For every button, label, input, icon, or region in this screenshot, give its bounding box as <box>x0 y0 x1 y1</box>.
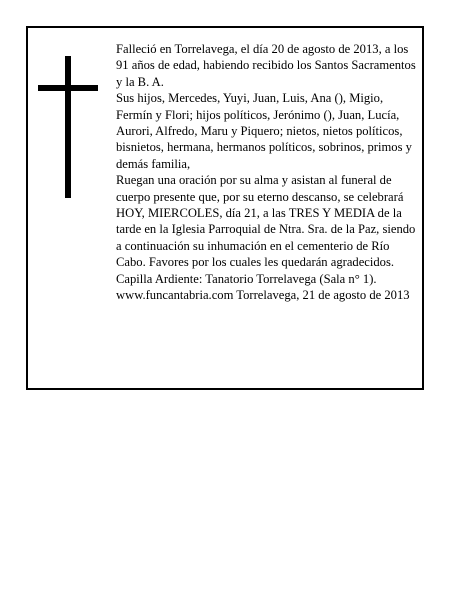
death-announcement: Falleció en Torrelavega, el día 20 de agosto de 2013, a los 91 años de edad, habiendo recibido los Santos Sacramentos y la B. A. <box>116 42 416 89</box>
funeral-details: Ruegan una oración por su alma y asistan al funeral de cuerpo presente que, por su eterno descanso, se celebrará HOY, MIERCOLES, día 21, a las TRES Y MEDIA de la tarde en la Iglesia Parroquial de Ntra. Sra. de la Paz, siendo a continuación su inhumación en el cementerio de Río Cabo. Favores por los cuales les quedarán agradecidos. Capilla Ardiente: Tanatorio Torrelavega (Sala n° 1). <box>116 173 416 286</box>
family-list: Sus hijos, Mercedes, Yuyi, Juan, Luis, Ana (), Migio, Fermín y Flori; hijos políticos, Jerónimo (), Juan, Lucía, Aurori, Alfredo, Maru y Piquero; nietos, nietos políticos, bisnietos, hermana, hermanos políticos, sobrinos, primos y demás familia, <box>116 91 412 171</box>
obituary-text <box>116 41 422 304</box>
latin-cross-icon <box>38 56 98 198</box>
cross-vertical-bar <box>65 56 71 198</box>
source-and-date: www.funcantabria.com Torrelavega, 21 de agosto de 2013 <box>116 288 410 303</box>
cross-horizontal-bar <box>38 85 98 91</box>
obituary-notice <box>26 26 424 390</box>
